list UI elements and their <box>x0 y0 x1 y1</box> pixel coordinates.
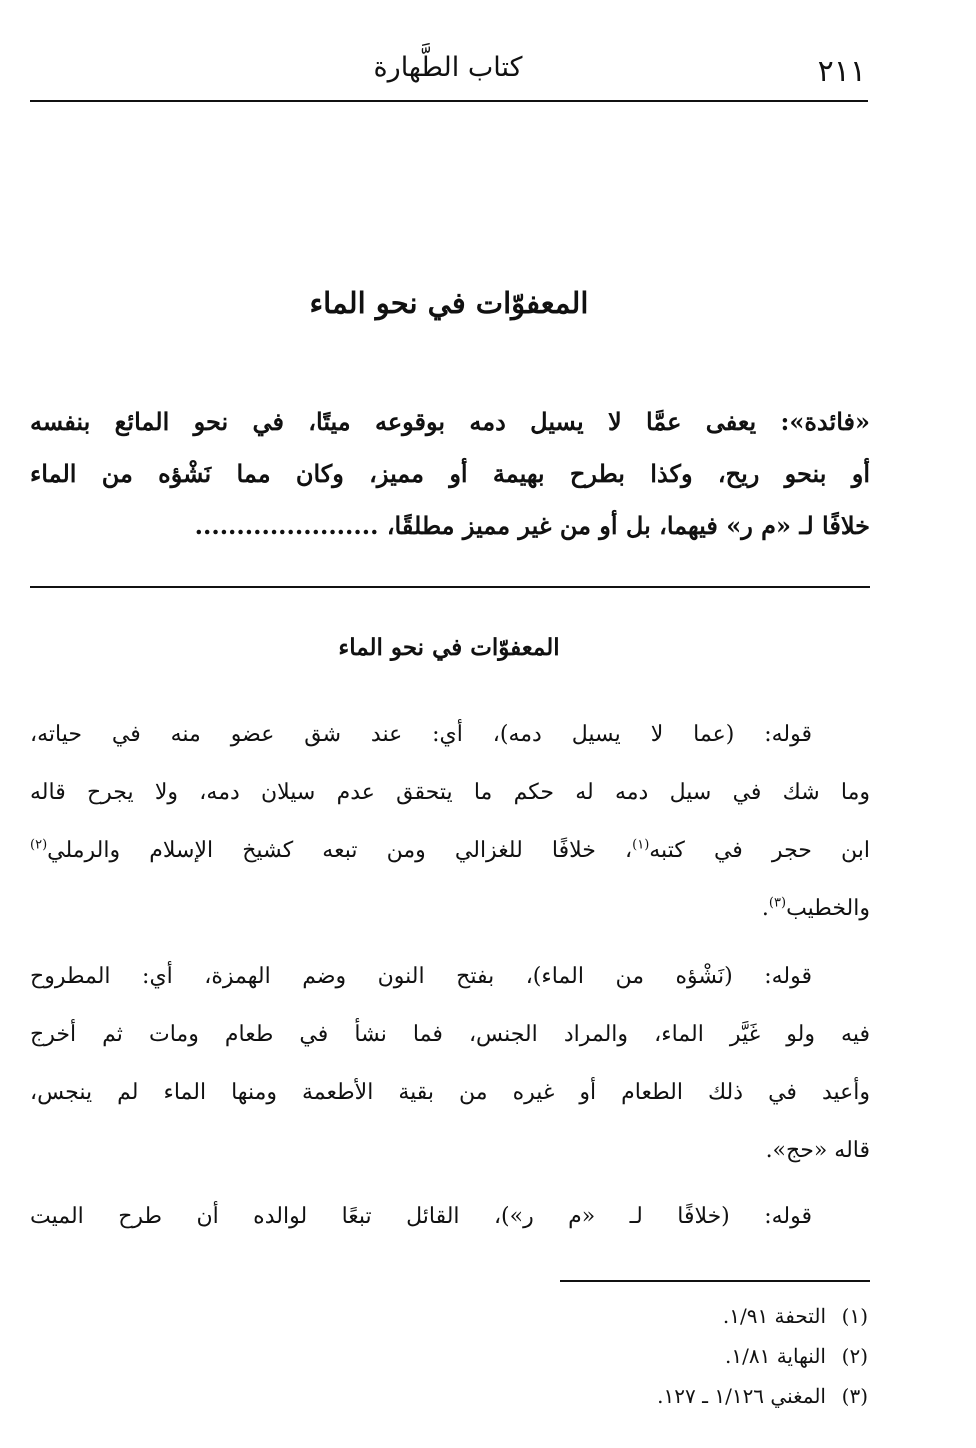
sharh-paragraph <box>30 948 870 1180</box>
footnote-rule <box>560 1280 870 1282</box>
sharh-line-text: . <box>761 896 769 921</box>
book-title: كتاب الطَّهارة <box>373 52 523 83</box>
sharh-line: وما شك في سيل دمه له حكم ما يتحقق عدم سيلان دمه، ولا يجرح قاله <box>30 780 870 805</box>
matn-line: «فائدة»: يعفى عمَّا لا يسيل دمه بوقوعه ميتًا، في نحو المائع بنفسه <box>30 407 870 436</box>
footnote-marker[interactable]: (١) <box>632 837 650 853</box>
footnote-text: المغني ١/١٢٦ ـ ١٢٧. <box>657 1384 826 1408</box>
sharh-line: فيه ولو غَيَّر الماء، والمراد الجنس، فما نشأ في طعام ومات ثم أخرج <box>30 1022 870 1047</box>
sharh-heading: المعفوّات في نحو الماء <box>338 634 560 661</box>
sharh-line: قاله «حج». <box>765 1138 870 1163</box>
sharh-line <box>30 822 870 880</box>
matn-line-text: خلافًا لـ «م ر» فيهما، بل أو من غير مميز مطلقًا، <box>386 511 870 540</box>
footnote-item <box>448 1376 868 1416</box>
sharh-paragraph <box>30 706 870 938</box>
matn-heading: المعفوّات في نحو الماء <box>309 286 589 320</box>
sharh-paragraph <box>30 1188 870 1246</box>
sharh-line-text: والخطيب <box>786 896 870 921</box>
sharh-line: وأعيد في ذلك الطعام أو غيره من بقية الأطعمة ومنها الماء لم ينجس، <box>30 1080 870 1105</box>
matn-continuation-dots: ...................... <box>194 511 379 540</box>
running-header <box>30 44 866 94</box>
matn-separator-rule <box>30 586 870 588</box>
sharh-line-text: ، خلافًا للغزالي ومن تبعه كشيخ الإسلام والرملي <box>47 838 633 863</box>
sharh-line-text: ابن حجر في كتبه <box>649 838 870 863</box>
footnote-marker[interactable]: (٣) <box>768 895 787 911</box>
footnote-number: (٣) <box>841 1384 868 1408</box>
matn-line: أو بنحو ريح، وكذا بطرح بهيمة أو مميز، وكان مما نَشْؤه من الماء <box>30 459 870 488</box>
footnote-item <box>448 1336 868 1376</box>
footnote-text: النهاية ١/٨١. <box>725 1344 826 1368</box>
sharh-line: قوله: (نَشْؤه من الماء)، بفتح النون وضم الهمزة، أي: المطروح <box>30 964 812 989</box>
sharh-line: قوله: (عما لا يسيل دمه)، أي: عند شق عضو منه في حياته، <box>30 722 812 747</box>
sharh-line <box>30 880 870 938</box>
footnote-item <box>448 1296 868 1336</box>
footnote-text: التحفة ١/٩١. <box>722 1304 826 1328</box>
footnote-number: (٢) <box>841 1344 868 1368</box>
sharh-line: قوله: (خلافًا لـ «م ر»)، القائل تبعًا لوالده أن طرح الميت <box>30 1204 812 1229</box>
matn-line <box>30 500 870 552</box>
header-rule <box>30 100 868 102</box>
matn-text <box>30 396 870 552</box>
footnotes <box>448 1296 868 1416</box>
footnote-number: (١) <box>841 1304 868 1328</box>
footnote-marker[interactable]: (٢) <box>30 837 48 853</box>
page-number: ٢١١ <box>817 54 866 89</box>
